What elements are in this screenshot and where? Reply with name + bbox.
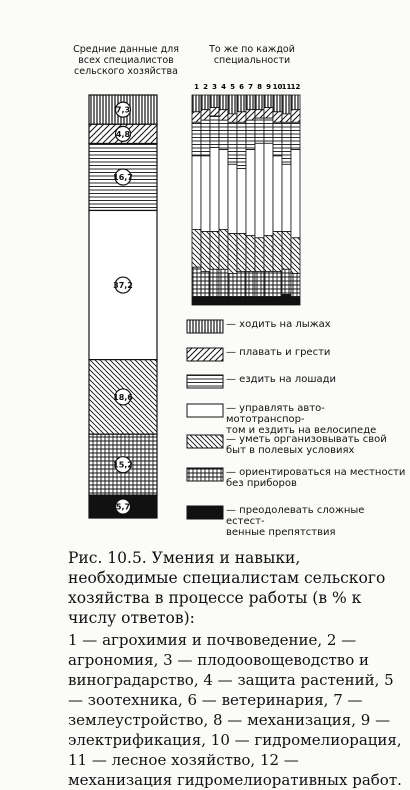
caption-body: 1 — агрохимия и почвоведение, 2 — агрономия, 3 — плодоовощеводство и виноградарство, 4 — защита растений, 5 — зоотехника, 6 — ветеринария, 7 — землеустройство, 8 — механизация, 9 — электрификация, 10 — гидромелиорация, 11 — лесное хозяйство, 12 — механизация гидромелиоративных работ. — [68, 631, 402, 789]
col-12-segment-5 — [291, 238, 300, 274]
col-6-segment-3 — [237, 122, 246, 168]
col-10-segment-1 — [273, 95, 282, 112]
specialty-number-12: 12 — [290, 83, 301, 91]
avg-value-label: 15,2 — [113, 460, 133, 470]
col-1-segment-1 — [192, 95, 201, 112]
col-2-segment-3 — [201, 120, 210, 156]
avg-value-label: 4,8 — [115, 129, 131, 139]
by-specialty-stacked-bars — [192, 83, 300, 305]
legend-label-drive: — управлять авто- мототранспор- том и ездить на велосипеде — [226, 403, 377, 436]
col-2-segment-6 — [201, 271, 210, 296]
col-10-segment-4 — [273, 156, 282, 232]
legend-swatch-camp — [187, 435, 223, 448]
col-12-segment-2 — [291, 110, 300, 123]
specialty-number-8: 8 — [257, 83, 262, 91]
col-7-segment-5 — [246, 236, 255, 272]
col-9-segment-3 — [264, 118, 273, 143]
col-4-segment-4 — [219, 150, 228, 230]
col-6-segment-1 — [237, 95, 246, 112]
legend-swatch-ski — [187, 320, 223, 333]
col-7-segment-3 — [246, 120, 255, 149]
col-5-segment-2 — [228, 114, 237, 122]
col-1-segment-4 — [192, 156, 201, 230]
col-3-segment-3 — [210, 116, 219, 148]
col-3-segment-1 — [210, 95, 219, 108]
col-9-segment-5 — [264, 236, 273, 272]
col-4-segment-3 — [219, 120, 228, 149]
col-1-segment-3 — [192, 122, 201, 156]
col-11-segment-4 — [282, 164, 291, 231]
col-4-segment-1 — [219, 95, 228, 110]
col-4-segment-5 — [219, 229, 228, 269]
legend-swatch-horse — [187, 375, 223, 388]
legend-label-obstacle: — преодолевать сложные естест- венные препятствия — [226, 505, 365, 538]
col-8-segment-6 — [255, 271, 264, 296]
col-1-segment-2 — [192, 112, 201, 123]
col-4-segment-7 — [219, 297, 228, 305]
col-6-segment-2 — [237, 112, 246, 123]
col-7-segment-6 — [246, 271, 255, 296]
specialty-number-2: 2 — [203, 83, 208, 91]
col-9-segment-2 — [264, 108, 273, 119]
col-6-segment-6 — [237, 271, 246, 296]
col-8-segment-2 — [255, 110, 264, 118]
specialty-number-7: 7 — [248, 83, 253, 91]
avg-value-label: 16,7 — [113, 172, 133, 182]
col-1-segment-7 — [192, 297, 201, 305]
legend-label-swim: — плавать и грести — [226, 347, 331, 358]
col-7-segment-4 — [246, 150, 255, 236]
avg-value-label: 7,3 — [115, 105, 131, 115]
col-8-segment-7 — [255, 297, 264, 305]
legend-label-horse: — ездить на лошади — [226, 374, 337, 385]
specialty-number-4: 4 — [221, 83, 226, 91]
col-11-segment-5 — [282, 232, 291, 270]
specialty-number-6: 6 — [239, 83, 244, 91]
col-12-segment-7 — [291, 297, 300, 305]
col-7-segment-1 — [246, 95, 255, 110]
legend-label-camp: — уметь организовывать свой быт в полевых условиях — [226, 434, 387, 456]
specialty-number-5: 5 — [230, 83, 235, 91]
col-7-segment-7 — [246, 297, 255, 305]
legend-label-ski: — ходить на лыжах — [226, 319, 331, 330]
specialty-number-1: 1 — [194, 83, 199, 91]
col-8-segment-1 — [255, 95, 264, 110]
col-4-segment-6 — [219, 269, 228, 296]
col-5-segment-4 — [228, 164, 237, 233]
col-9-segment-6 — [264, 271, 273, 296]
col-10-segment-2 — [273, 112, 282, 123]
col-2-segment-5 — [201, 232, 210, 272]
col-3-segment-6 — [210, 269, 219, 296]
col-10-segment-7 — [273, 297, 282, 305]
avg-value-label: 18,6 — [113, 392, 133, 402]
col-5-segment-1 — [228, 95, 237, 114]
col-6-segment-7 — [237, 297, 246, 305]
col-8-segment-3 — [255, 118, 264, 143]
left-chart-title: Средние данные для всех специалистов сельского хозяйства — [73, 44, 179, 77]
col-4-segment-2 — [219, 110, 228, 121]
caption-title: Рис. 10.5. Умения и навыки, необходимые специалистам сельского хозяйства в процессе работы (в % к числу ответов): — [68, 549, 386, 627]
col-11-segment-7 — [282, 295, 291, 306]
col-10-segment-6 — [273, 271, 282, 296]
col-5-segment-3 — [228, 122, 237, 164]
col-9-segment-4 — [264, 143, 273, 235]
col-2-segment-7 — [201, 297, 210, 305]
col-2-segment-4 — [201, 156, 210, 232]
avg-value-label: 5,7 — [115, 502, 131, 512]
legend-label-orient: — ориентироваться на местности без приборов — [226, 467, 406, 489]
col-8-segment-5 — [255, 238, 264, 272]
col-3-segment-2 — [210, 108, 219, 116]
col-10-segment-3 — [273, 122, 282, 156]
legend-swatch-swim — [187, 348, 223, 361]
col-12-segment-6 — [291, 274, 300, 297]
col-8-segment-4 — [255, 143, 264, 238]
col-11-segment-3 — [282, 122, 291, 164]
col-3-segment-4 — [210, 148, 219, 232]
col-5-segment-7 — [228, 297, 237, 305]
avg-value-label: 37,2 — [113, 281, 133, 291]
legend-swatch-drive — [187, 404, 223, 417]
col-3-segment-5 — [210, 232, 219, 270]
col-6-segment-5 — [237, 234, 246, 272]
col-2-segment-1 — [201, 95, 210, 110]
specialty-number-11: 11 — [281, 83, 292, 91]
col-10-segment-5 — [273, 232, 282, 272]
specialty-number-3: 3 — [212, 83, 217, 91]
col-1-segment-6 — [192, 267, 201, 296]
col-2-segment-2 — [201, 110, 210, 121]
figure-caption — [68, 548, 404, 790]
col-12-segment-1 — [291, 95, 300, 110]
specialty-number-9: 9 — [266, 83, 271, 91]
legend-swatch-orient — [187, 468, 223, 481]
right-chart-title: То же по каждой специальности — [209, 44, 295, 66]
col-1-segment-5 — [192, 229, 201, 267]
col-9-segment-1 — [264, 95, 273, 108]
col-7-segment-2 — [246, 110, 255, 121]
col-11-segment-1 — [282, 95, 291, 114]
legend-swatches — [187, 320, 223, 519]
legend-swatch-obstacle — [187, 506, 223, 519]
col-5-segment-5 — [228, 234, 237, 274]
col-5-segment-6 — [228, 274, 237, 297]
col-3-segment-7 — [210, 297, 219, 305]
col-11-segment-2 — [282, 114, 291, 122]
col-12-segment-3 — [291, 122, 300, 149]
col-12-segment-4 — [291, 150, 300, 238]
average-stacked-bar — [89, 95, 157, 518]
col-11-segment-6 — [282, 269, 291, 294]
col-9-segment-7 — [264, 297, 273, 305]
specialty-number-10: 10 — [272, 83, 283, 91]
col-6-segment-4 — [237, 169, 246, 234]
